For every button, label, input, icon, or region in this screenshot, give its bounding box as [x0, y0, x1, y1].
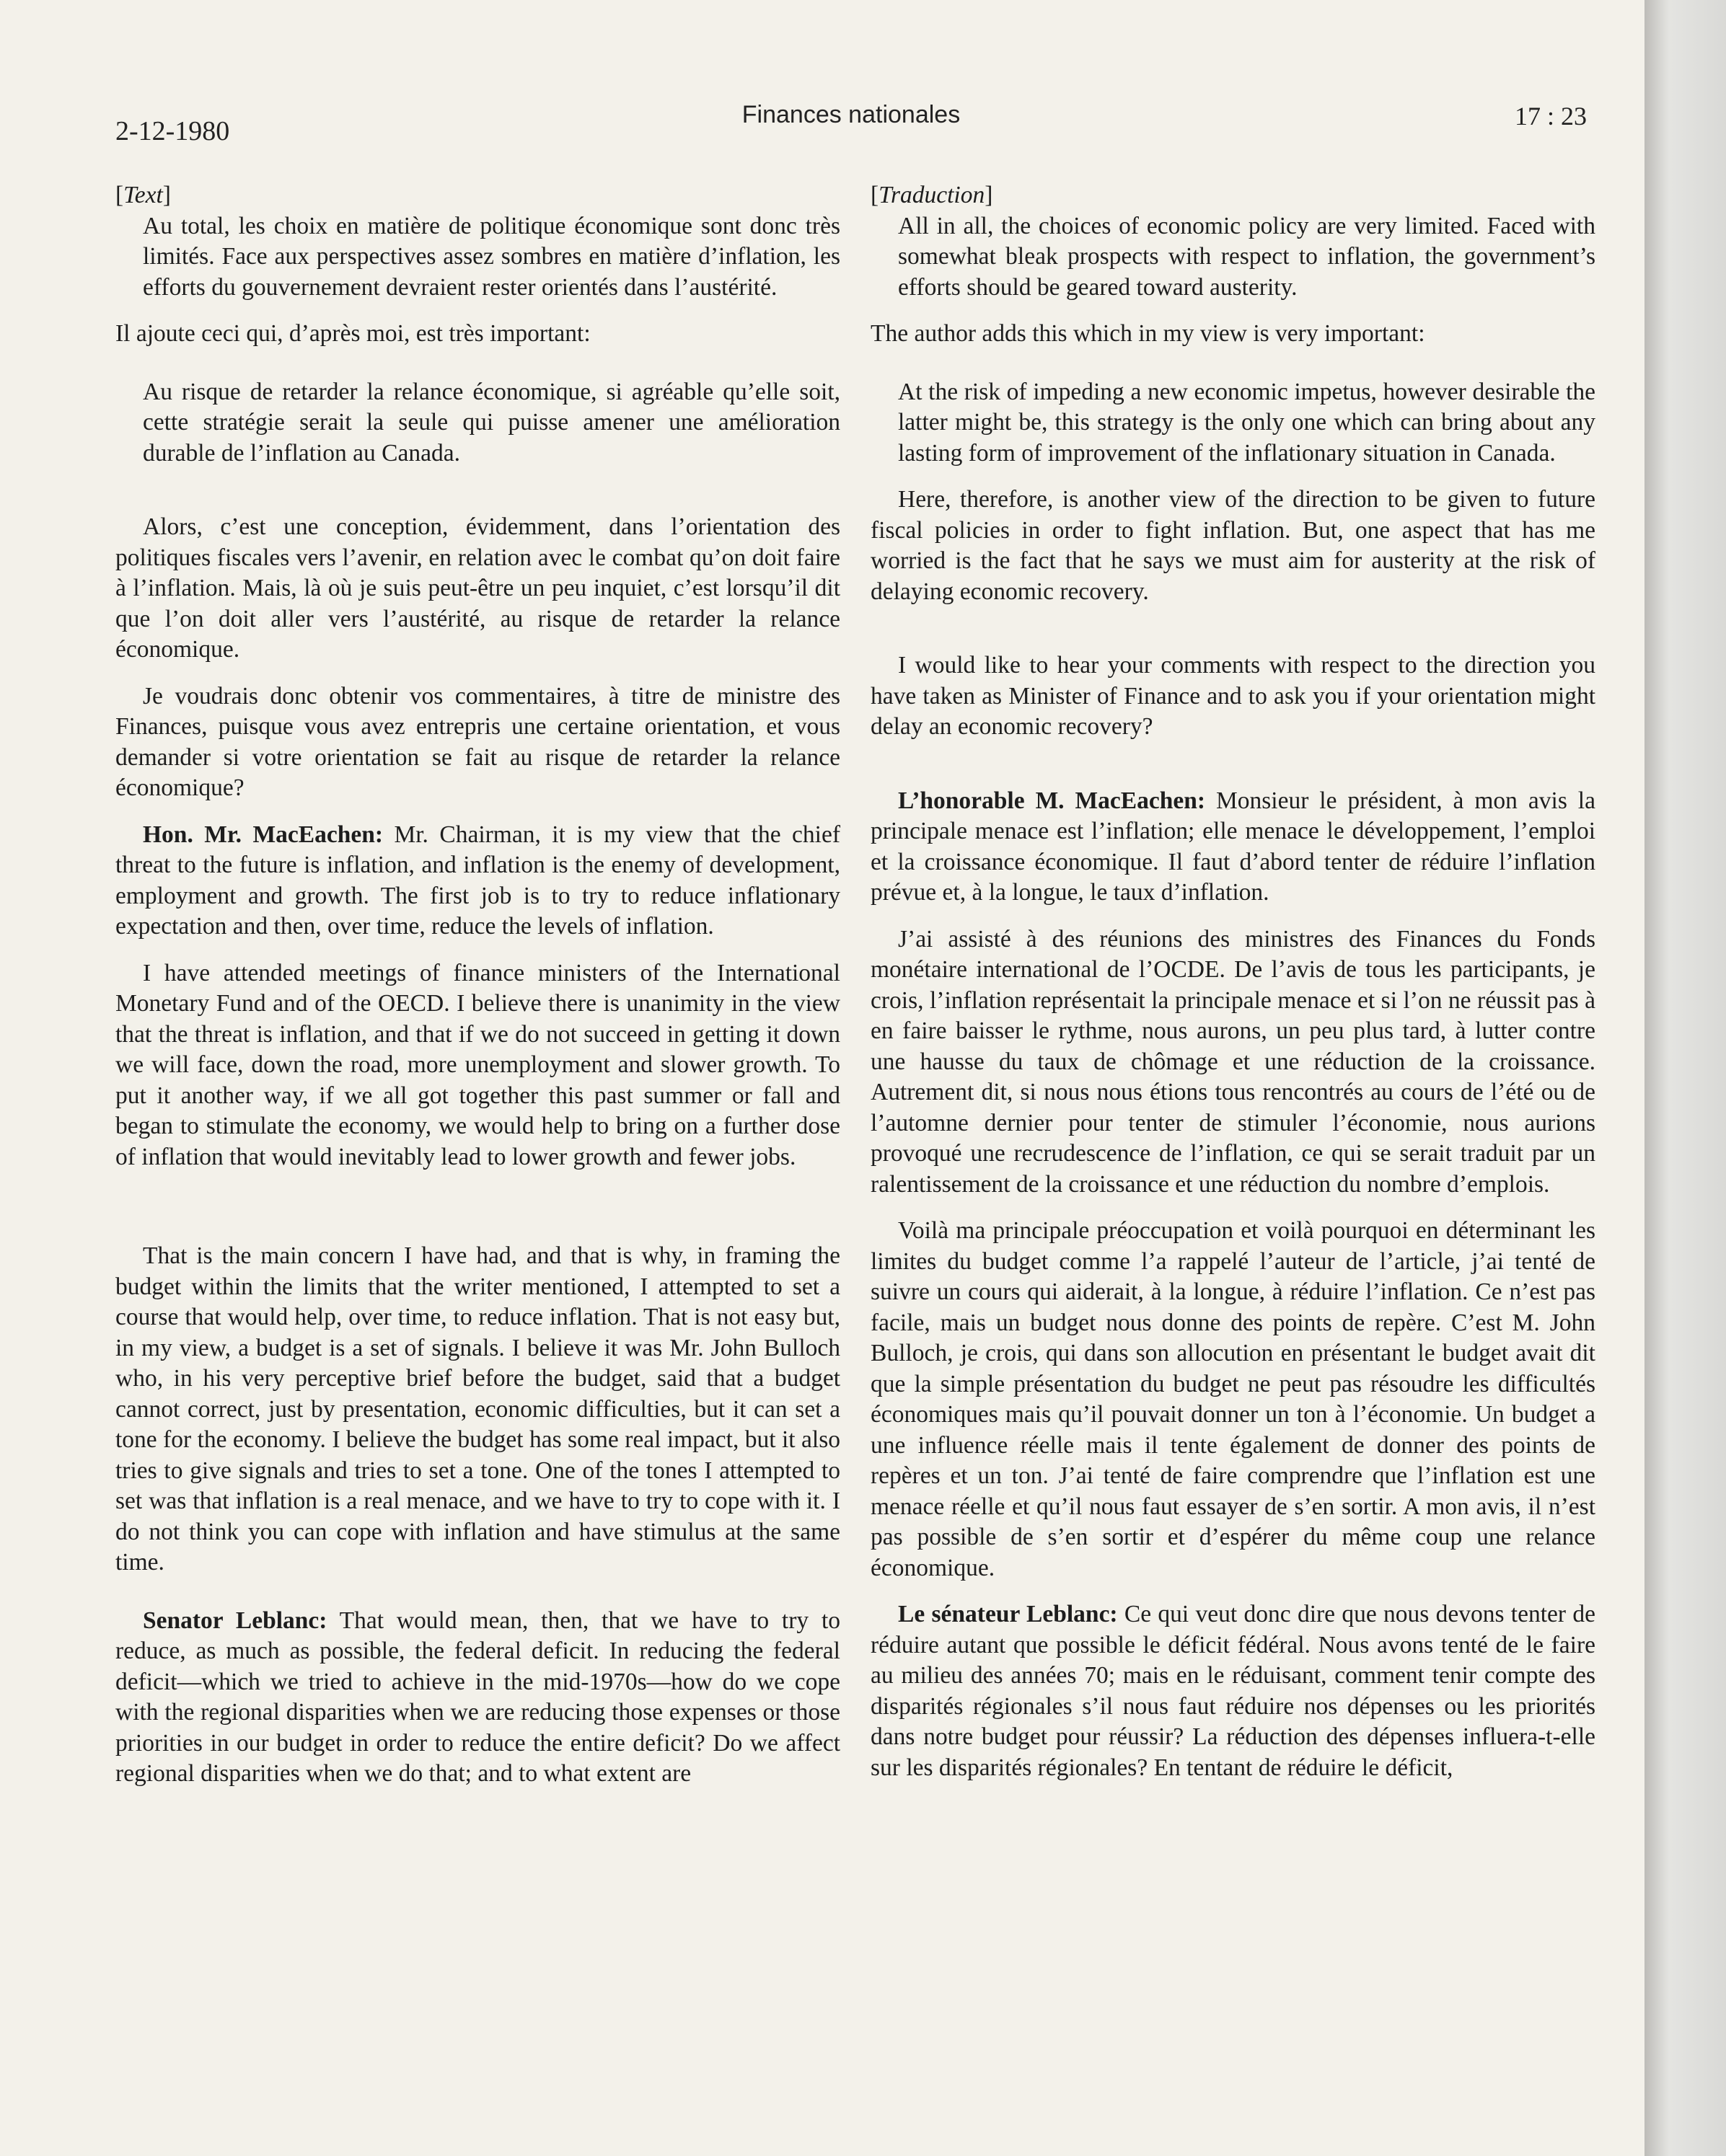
paragraph: Here, therefore, is another view of the direction to be given to future fiscal policies in order to fight inflation. But, one aspect that has me worried is the fact that he says we must aim for austerity at the risk of delaying economic recovery. [871, 486, 1595, 605]
header-title: Finances nationales [741, 101, 961, 128]
speaker-paragraph: L’honorable M. MacEachen: Monsieur le président, à mon avis la principale menace est l’inflation; elle menace le développement, l’emploi et la croissance économique. Il faut d’abord tenter de réduire l’inflation prévue et, à la longue, le taux d’inflation. [871, 787, 1595, 906]
paragraph: Il ajoute ceci qui, d’après moi, est très important: [115, 320, 591, 347]
paragraph: I have attended meetings of finance ministers of the International Monetary Fund and of the OECD. I believe there is unanimity in the view that the threat is inflation, and that if we do not succeed in getting it down we will face, down the road, more unemployment and slower growth. To put it another way, if we all got together this past summer or fall and began to stimulate the economy, we would help to bring on a further dose of inflation that would inevitably lead to lower growth and fewer jobs. [115, 959, 840, 1170]
speaker-paragraph: Hon. Mr. MacEachen: Mr. Chairman, it is my view that the chief threat to the future is inflation, and inflation is the enemy of development, employment and growth. The first job is to try to reduce inflationary expectation and then, over time, reduce the levels of inflation. [115, 821, 840, 940]
right-column [871, 180, 1595, 1783]
paragraph: Au risque de retarder la relance économique, si agréable qu’elle soit, cette stratégie serait la seule qui puisse amener une amélioration durable de l’inflation au Canada. [143, 378, 840, 467]
speaker-name: L’honorable M. MacEachen: [898, 787, 1205, 814]
left-column [115, 180, 840, 1790]
header-page-number: 17 : 23 [1514, 102, 1587, 131]
paragraph: I would like to hear your comments with respect to the direction you have taken as Minister of Finance and to ask you if your orientation might delay an economic recovery? [871, 652, 1595, 740]
speaker-name: Le sénateur Leblanc: [898, 1601, 1118, 1627]
speaker-name: Senator Leblanc: [143, 1607, 327, 1634]
text-marker: [Text] [115, 182, 171, 208]
paragraph: The author adds this which in my view is very important: [871, 320, 1425, 347]
paragraph: Alors, c’est une conception, évidemment, dans l’orientation des politiques fiscales vers l’avenir, en relation avec le combat qu’on doit faire à l’inflation. Mais, là où je suis peut-être un peu inquiet, c’est lorsqu’il dit que l’on doit aller vers l’austérité, au risque de retarder la relance économique. [115, 513, 840, 663]
paragraph: All in all, the choices of economic policy are very limited. Faced with somewhat bleak prospects with respect to inflation, the government’s efforts should be geared toward austerity. [898, 212, 1595, 301]
paragraph: That is the main concern I have had, and that is why, in framing the budget within the limits that the writer mentioned, I attempted to set a course that would help, over time, to reduce inflation. That is not easy but, in my view, a budget is a set of signals. I believe it was Mr. John Bulloch who, in his very perceptive brief before the budget, said that a budget cannot correct, just by presentation, economic difficulties, but it can set a tone for the economy. I believe the budget has some real impact, but it also tries to give signals and tries to set a tone. One of the tones I attempted to set was that inflation is a real menace, and we have to try to cope with it. I do not think you can cope with inflation and have stimulus at the same time. [115, 1242, 840, 1576]
paragraph: Je voudrais donc obtenir vos commentaires, à titre de ministre des Finances, puisque vous avez entrepris une certaine orientation, et vous demander si votre orientation se fait au risque de retarder la relance économique? [115, 682, 840, 801]
page-edge [1644, 0, 1726, 2156]
page-header [115, 101, 1587, 144]
speaker-name: Hon. Mr. MacEachen: [143, 821, 383, 848]
speaker-paragraph: Le sénateur Leblanc: Ce qui veut donc dire que nous devons tenter de réduire autant que possible le déficit fédéral. Nous avons tenté de le faire au milieu des années 70; mais en le réduisant, comment tenir compte des disparités régionales s’il nous faut réduire nos dépenses ou les priorités dans notre budget pour réussir? La réduction des dépenses influera-t-elle sur les disparités régionales? En tentant de réduire le déficit, [871, 1601, 1595, 1781]
translation-marker: [Traduction] [871, 182, 993, 208]
paragraph: J’ai assisté à des réunions des ministres des Finances du Fonds monétaire international de l’OCDE. De l’avis de tous les participants, je crois, l’inflation représentait la principale menace et si l’on ne réussit pas à en faire baisser le rythme, nous aurons, un peu plus tard, à lutter contre une hausse du taux de chômage et une réduction de la croissance. Autrement dit, si nous nous étions tous rencontrés au cours de l’été ou de l’automne dernier pour tenter de stimuler l’économie, nous aurions provoqué une recrudescence de l’inflation, ce qui se serait traduit par un ralentissement de la croissance et une réduction du nombre d’emplois. [871, 925, 1595, 1198]
header-date: 2-12-1980 [115, 116, 230, 146]
speaker-paragraph: Senator Leblanc: That would mean, then, that we have to try to reduce, as much as possible, the federal deficit. In reducing the federal deficit—which we tried to achieve in the mid-1970s—how do we cope with the regional disparities when we are reducing those expenses or those priorities in our budget in order to reduce the entire deficit? Do we affect regional disparities when we do that; and to what extent are [115, 1607, 840, 1787]
paragraph: At the risk of impeding a new economic impetus, however desirable the latter might be, this strategy is the only one which can bring about any lasting form of improvement of the inflationary situation in Canada. [898, 378, 1595, 467]
paragraph: Voilà ma principale préoccupation et voilà pourquoi en déterminant les limites du budget comme l’a rappelé l’auteur de l’article, j’ai tenté de suivre un cours qui aiderait, à la longue, à réduire l’inflation. Ce n’est pas facile, mais un budget nous donne des points de repère. C’est M. John Bulloch, je crois, qui dans son allocution en présentant le budget avait dit que la simple présentation du budget ne peut pas résoudre les difficultés économiques mais qu’il pouvait donner un ton à l’économie. Un budget a une influence réelle mais il tente également de donner des points de repères et un ton. J’ai tenté de faire comprendre que l’inflation est une menace réelle et qu’il nous faut essayer de s’en sortir. A mon avis, il n’est pas possible de s’en sortir et d’espérer du même coup une relance économique. [871, 1217, 1595, 1581]
paragraph: Au total, les choix en matière de politique économique sont donc très limités. Face aux perspectives assez sombres en matière d’inflation, les efforts du gouvernement devraient rester orientés dans l’austérité. [143, 212, 840, 301]
